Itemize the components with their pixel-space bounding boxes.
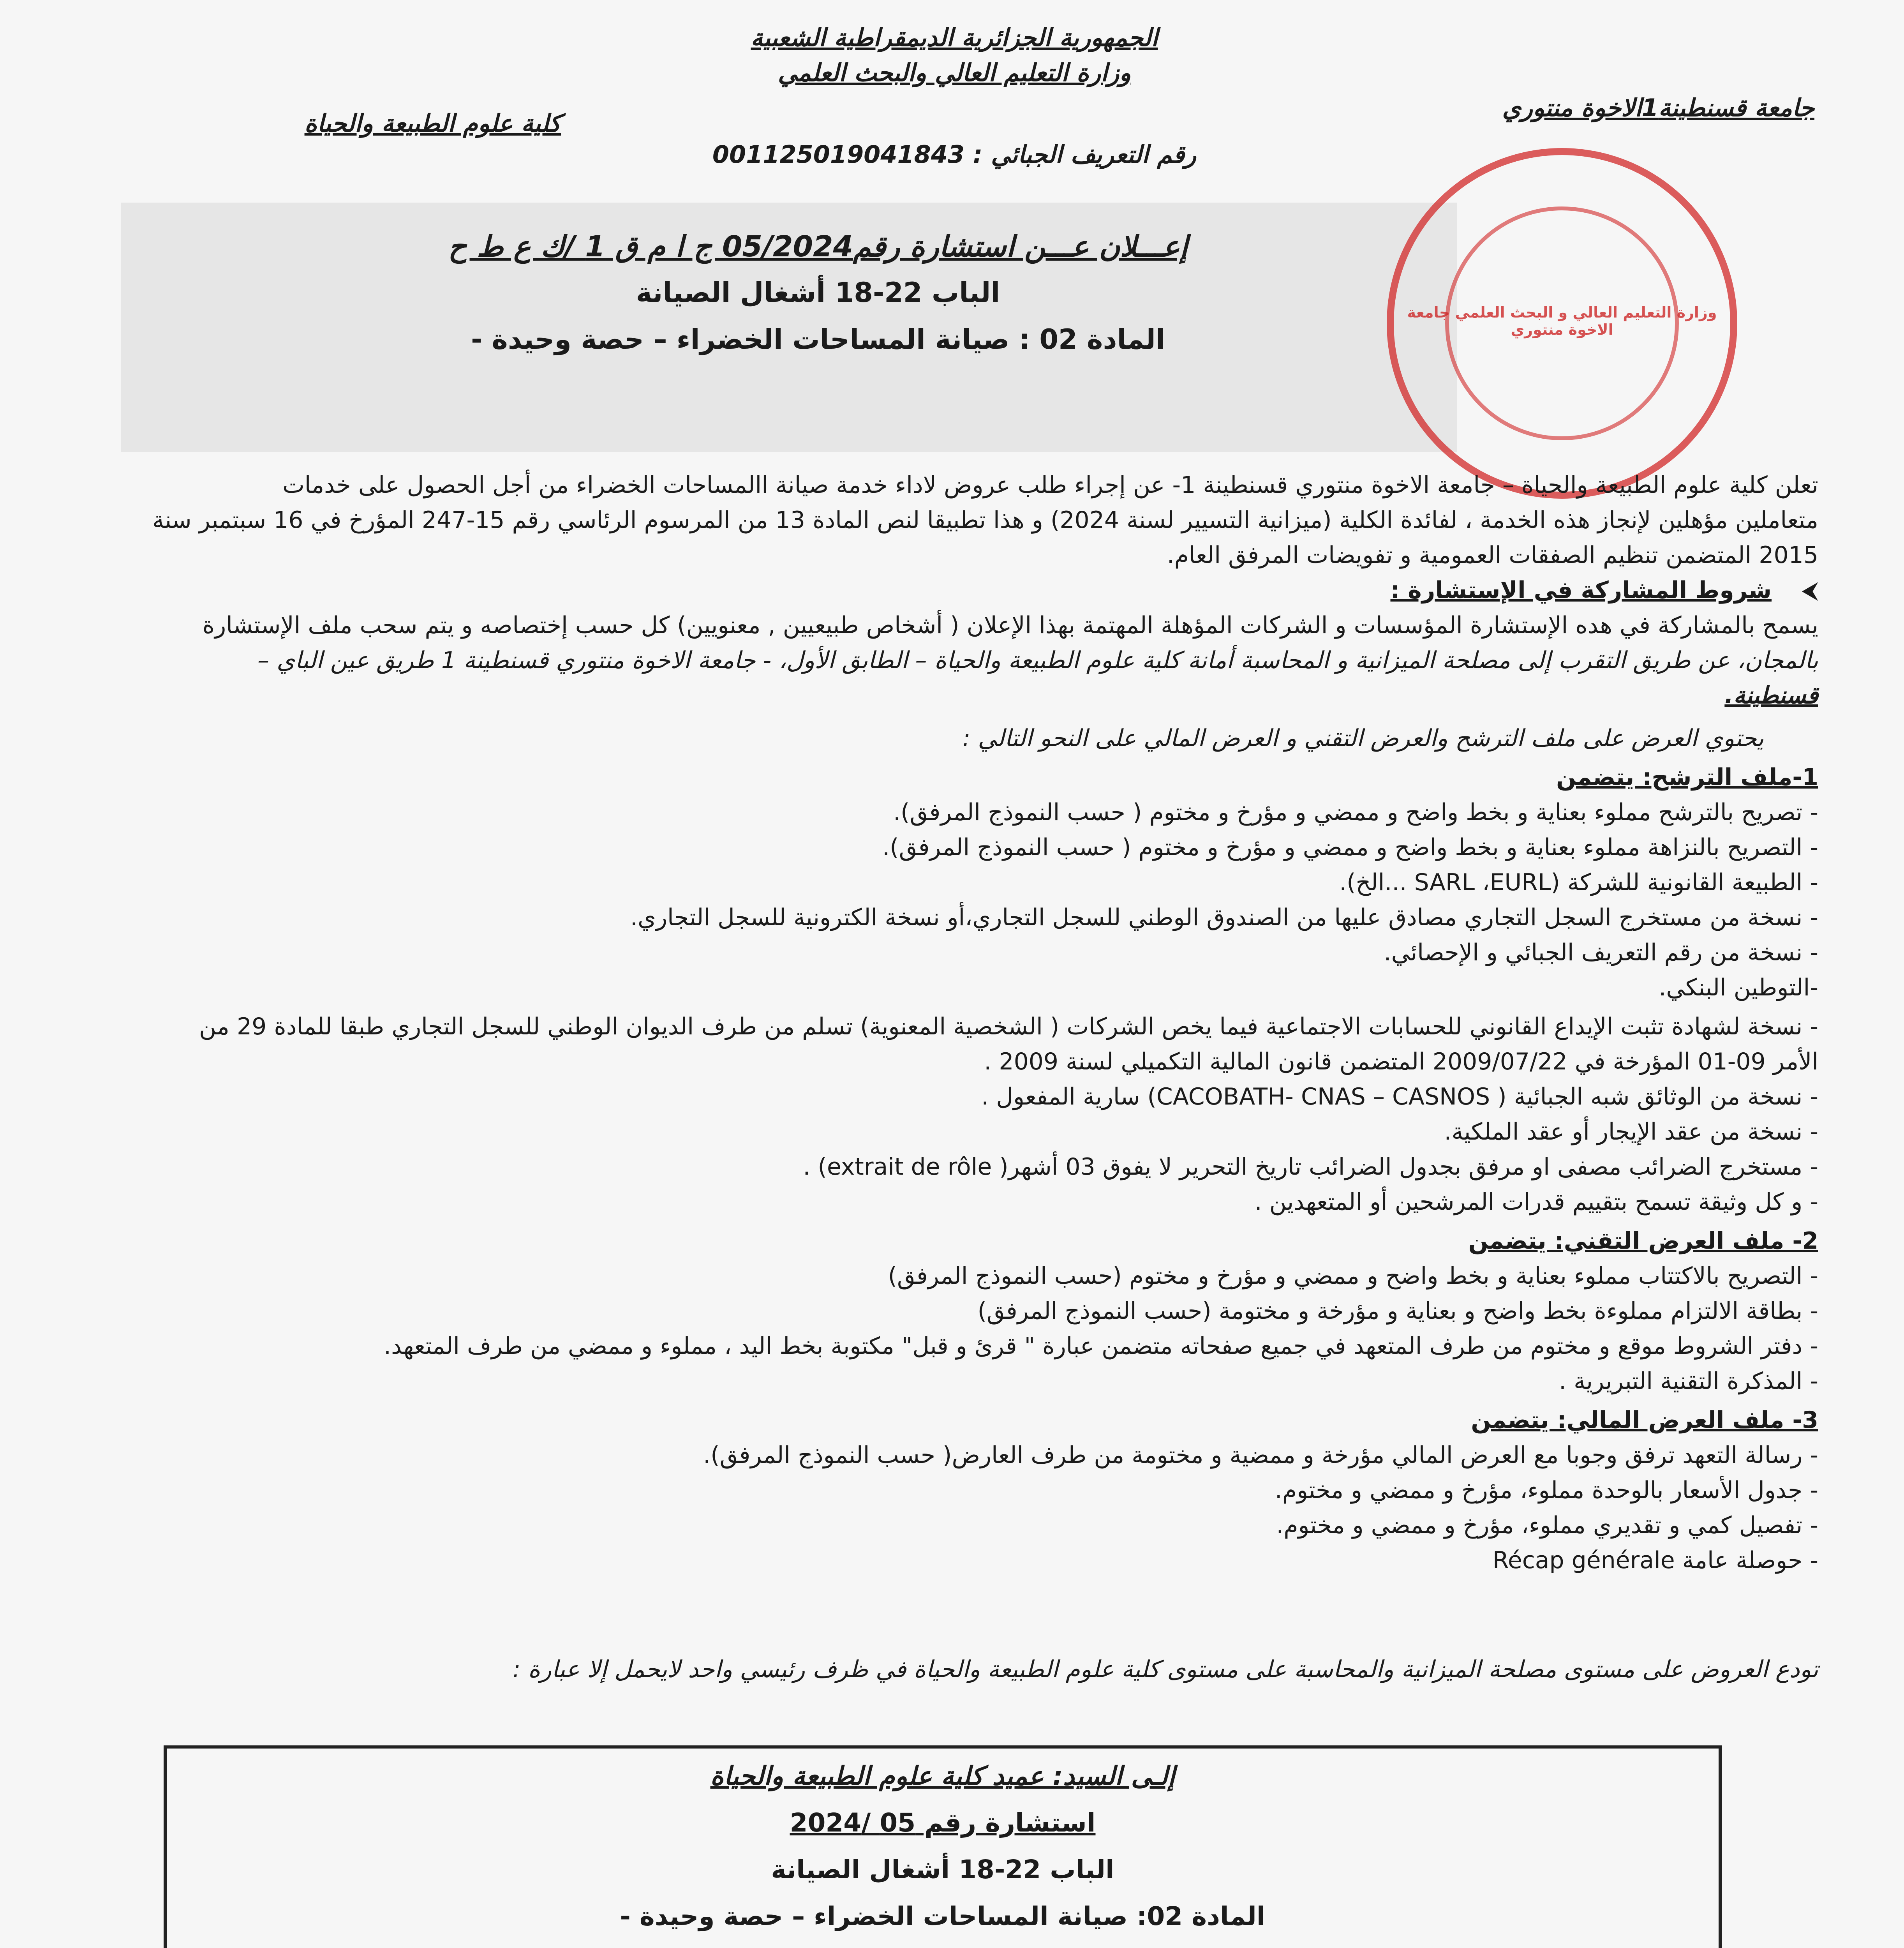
section1-item: - الطبيعة القانونية للشركة (SARL ،EURL ...الخ). xyxy=(1339,869,1818,896)
section2-heading: 2- ملف العرض التقني: يتضمن xyxy=(1468,1227,1818,1255)
section1-item: - التصريح بالنزاهة مملوء بعناية و بخط واضح و ممضي و مؤرخ و مختوم ( حسب النموذج المرفق). xyxy=(882,834,1818,861)
section1-item: - تصريح بالترشح مملوء بعناية و بخط واضح و ممضي و مؤرخ و مختوم ( حسب النموذج المرفق). xyxy=(893,799,1818,826)
section3-item: - تفصيل كمي و تقديري مملوء، مؤرخ و ممضي و مختوم. xyxy=(1276,1512,1818,1539)
envelope-consultation-number: استشارة رقم 05 /2024 xyxy=(790,1808,1096,1838)
section1-heading: 1-ملف الترشح: يتضمن xyxy=(1556,764,1818,791)
section2-item: - المذكرة التقنية التبريرية . xyxy=(1559,1367,1818,1395)
ministry-name: وزارة التعليم العالي والبحث العلمي xyxy=(777,58,1131,87)
section1-item: - نسخة من مستخرج السجل التجاري مصادق عليها من الصندوق الوطني للسجل التجاري،أو نسخة الكترونية للسجل التجاري. xyxy=(630,904,1818,931)
section1-item: - نسخة من رقم التعريف الجبائي و الإحصائي. xyxy=(1384,939,1818,966)
section3-heading: 3- ملف العرض المالي: يتضمن xyxy=(1471,1406,1818,1434)
participation-arrow: ⮜ xyxy=(1802,577,1818,604)
section1-item: - مستخرج الضرائب مصفى او مرفق بجدول الضرائب تاريخ التحرير لا يفوق 03 أشهر( extrait de rôle) . xyxy=(803,1153,1818,1180)
university-seal-text: وزارة التعليم العالي و البحث العلمي جامعة الاخوة منتوري xyxy=(1407,304,1717,338)
section2-item: - التصريح بالاكتتاب مملوء بعناية و بخط واضح و ممضي و مؤرخ و مختوم (حسب النموذج المرفق) xyxy=(888,1262,1818,1290)
intro-line-2: متعاملين مؤهلين لإنجاز هذه الخدمة ، لفائدة الكلية (ميزانية التسيير لسنة 2024) و هذا تطبيقا لنص المادة 13 من المرسوم الرئاسي رقم 15-247 المؤرخ في 16 سبتمبر سنة xyxy=(152,506,1818,534)
envelope-chapter: الباب 22-18 أشغال الصيانة xyxy=(771,1854,1114,1884)
faculty-name: كلية علوم الطبيعة والحياة xyxy=(304,109,561,138)
announcement-title: إعـــلان عـــن استشارة رقم05/2024 ج ا م ق 1 /ك ع ط ح xyxy=(448,230,1188,263)
section1-item: - نسخة لشهادة تثبت الإيداع القانوني للحسابات الاجتماعية فيما يخص الشركات ( الشخصية المعنوية) تسلم من طرف الديوان الوطني للسجل التجاري طبقا للمادة 29 من xyxy=(199,1013,1818,1040)
contents-intro: يحتوي العرض على ملف الترشح والعرض التقني و العرض المالي على النحو التالي : xyxy=(963,725,1764,752)
section3-item: - رسالة التعهد ترفق وجوبا مع العرض المالي مؤرخة و ممضية و مختومة من طرف العارض( حسب النموذج المرفق). xyxy=(703,1442,1818,1469)
university-name: جامعة قسنطينة1الاخوة منتوري xyxy=(1502,94,1814,122)
section3-item: - جدول الأسعار بالوحدة مملوء، مؤرخ و ممضي و مختوم. xyxy=(1275,1477,1818,1504)
section1-item: - و كل وثيقة تسمح بتقييم قدرات المرشحين أو المتعهدين . xyxy=(1254,1188,1818,1216)
tax-id: رقم التعريف الجبائي : 001125019041843 xyxy=(712,140,1197,169)
intro-line-1: تعلن كلية علوم الطبيعة والحياة – جامعة الاخوة منتوري قسنطينة 1- عن إجراء طلب عروض لاداء خدمة صيانة االمساحات الخضراء من أجل الحصول على خدمات xyxy=(282,471,1818,499)
article-title: المادة 02 : صيانة المساحات الخضراء – حصة وحيدة - xyxy=(471,323,1165,355)
envelope-recipient: إلـى السيد: عميد كلية علوم الطبيعة والحياة xyxy=(710,1761,1175,1791)
section1-item: - نسخة من عقد الإيجار أو عقد الملكية. xyxy=(1444,1118,1818,1145)
participation-heading: شروط المشاركة في الإستشارة : xyxy=(1390,577,1772,604)
section3-item: - حوصلة عامة Récap générale xyxy=(1492,1547,1818,1574)
section2-item: - دفتر الشروط موقع و مختوم من طرف المتعهد في جميع صفحاته متضمن عبارة " قرئ و قبل" مكتوبة بخط اليد ، مملوء و ممضي من طرف المتعهد. xyxy=(384,1332,1818,1360)
intro-line-3: 2015 المتضمن تنظيم الصفقات العمومية و تفويضات المرفق العام. xyxy=(1167,542,1818,569)
deposit-note: تودع العروض على مستوى مصلحة الميزانية والمحاسبة على مستوى كلية علوم الطبيعة والحياة في ظرف رئيسي واحد لايحمل إلا عبارة : xyxy=(513,1656,1818,1683)
chapter-title: الباب 22-18 أشغال الصيانة xyxy=(636,277,1000,309)
envelope-article: المادة 02: صيانة المساحات الخضراء – حصة وحيدة - xyxy=(620,1901,1266,1931)
section2-item: - بطاقة الالتزام مملوءة بخط واضح و بعناية و مؤرخة و مختومة (حسب النموذج المرفق) xyxy=(977,1297,1818,1325)
republic-name: الجمهورية الجزائرية الديمقراطية الشعبية xyxy=(751,23,1158,52)
participation-line-1: يسمح بالمشاركة في هده الإستشارة المؤسسات و الشركات المؤهلة المهتمة بهذا الإعلان ( أشخاص طبيعيين , معنويين) كل حسب إختصاصه و يتم سحب ملف الإستشارة xyxy=(202,612,1818,639)
section1-item: - نسخة من الوثائق شبه الجبائية ( CACOBATH- CNAS – CASNOS) سارية المفعول . xyxy=(981,1083,1818,1110)
participation-line-2: بالمجان، عن طريق التقرب إلى مصلحة الميزانية و المحاسبة أمانة كلية علوم الطبيعة والحياة – الطابق الأول، - جامعة الاخوة منتوري قسنطينة 1 طريق عين الباي – xyxy=(257,647,1818,674)
section1-item: -التوطين البنكي. xyxy=(1659,974,1818,1001)
section1-item: الأمر 09-01 المؤرخة في 2009/07/22 المتضمن قانون المالية التكميلي لسنة 2009 . xyxy=(984,1048,1818,1075)
participation-line-3: قسنطينة. xyxy=(1724,682,1818,709)
